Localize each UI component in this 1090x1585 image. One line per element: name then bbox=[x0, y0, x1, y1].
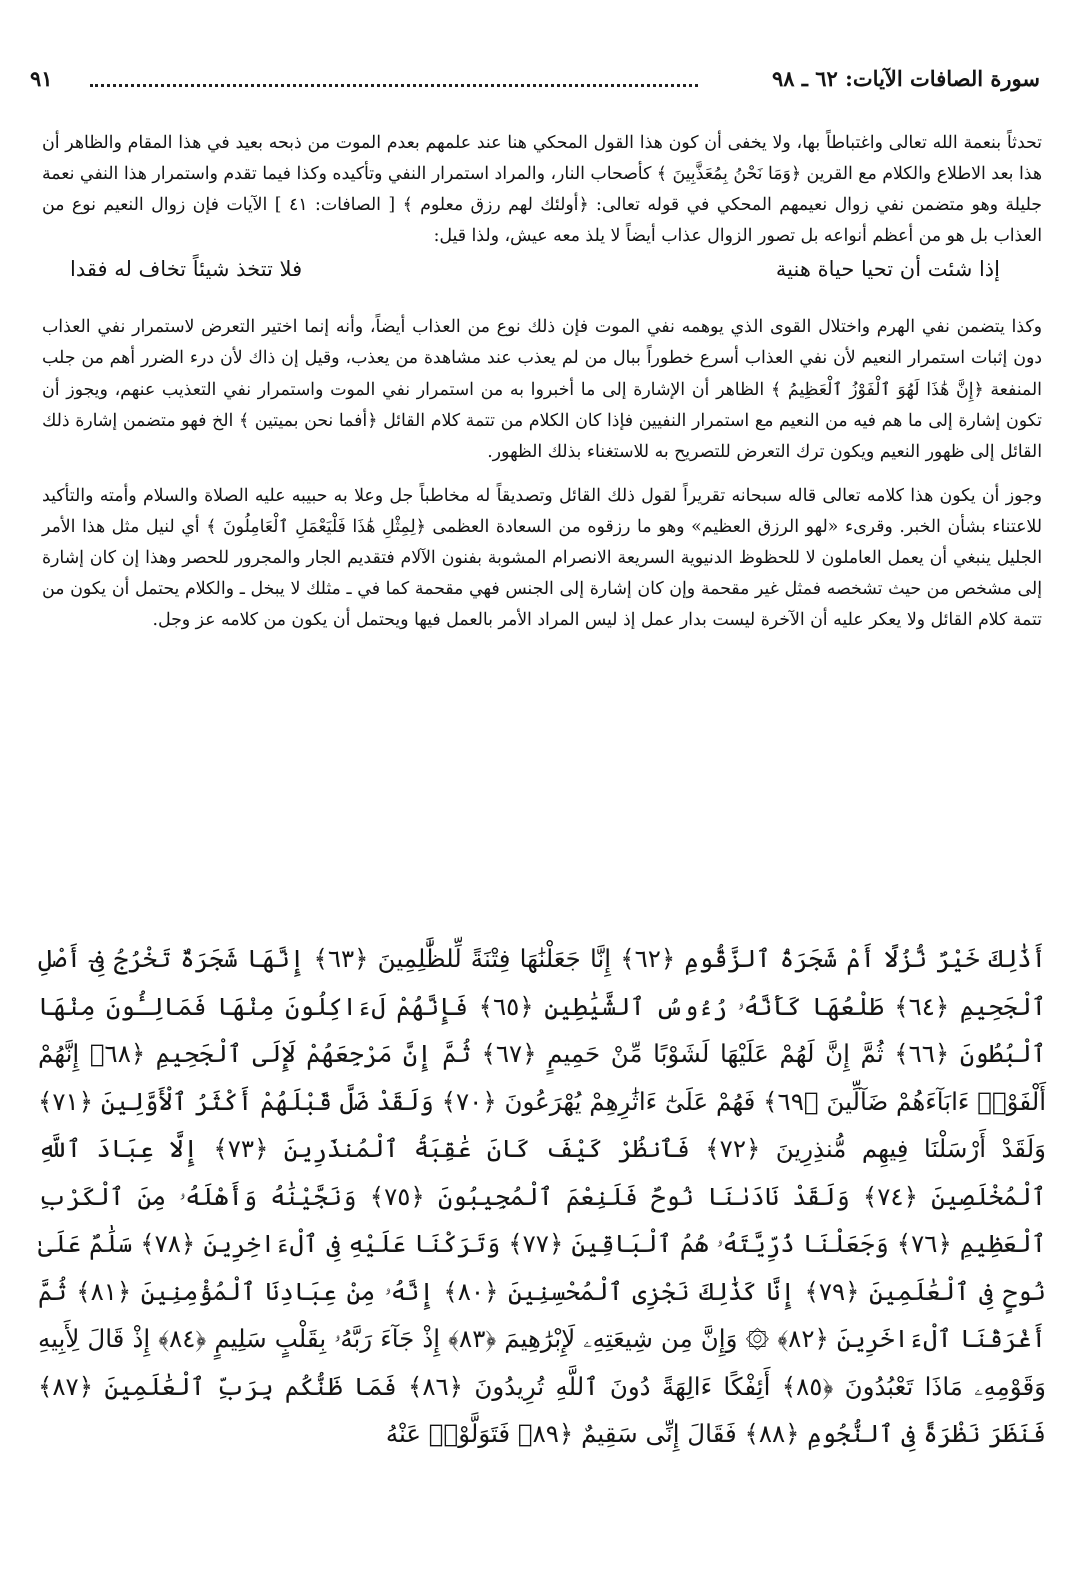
poetry-first-hemistich: إذا شئت أن تحيا حياة هنية bbox=[775, 257, 1000, 282]
commentary-paragraph-1: تحدثاً بنعمة الله تعالى واغتباطاً بها، ولا يخفى أن كون هذا القول المحكي هنا عند علمهم بعدم الموت من ذبحه بعيد في هذا المقام والظاهر أن هذا بعد الاطلاع والكلام مع القرين ﴿وَمَا نَحْنُ بِمُعَذَّبِينَ ﴾ كأصحاب النار، والمراد استمرار النفي وتأكيده وكذا فيما تقدم واستمرار هذا النفي نعمة جليلة وهو متضمن نفي زوال نعيمهم المحكي في قوله تعالى: ﴿أولئك لهم رزق معلوم ﴾ [ الصافات: ٤١ ] الآيات فإن زوال النعيم نوع من العذاب بل هو من أعظم أنواعه بل تصور الزوال عذاب أيضاً لا يلذ معه عيش، ولذا قيل: bbox=[42, 133, 1042, 247]
header-dotted-leader bbox=[90, 84, 698, 87]
page-header bbox=[30, 62, 1040, 102]
commentary-paragraph-3: وجوز أن يكون هذا كلامه تعالى قاله سبحانه تقريراً لقول ذلك القائل وتصديقاً له مخاطباً جل وعلا به حبيبه عليه الصلاة والسلام وأمته والتأكيد للاعتناء بشأن الخبر. وقرىء «لهو الرزق العظيم» وهو ما رزقوه من السعادة العظمى ﴿لِمِثْلِ هَٰذَا فَلْيَعْمَلِ ٱلْعَامِلُونَ ﴾ أي لنيل مثل هذا الأمر الجليل ينبغي أن يعمل العاملون لا للحظوظ الدنيوية السريعة الانصرام المشوبة بفنون الآلام فتقديم الجار والمجرور للحصر وهذا إن كان إشارة إلى مشخص من حيث تشخصه فمثل غير مقحمة وإن كان إشارة إلى الجنس فهي مقحمة كما في ـ مثلك لا يبخل ـ والكلام يحتمل أن يكون من تتمة كلام القائل ولا يعكر عليه أن الآخرة ليست بدار عمل إذ ليس المراد الأمر بالعمل فيها ويحتمل أن يكون من كلامه عز وجل. bbox=[42, 485, 1042, 631]
poetry-second-hemistich: فلا تتخذ شيئاً تخاف له فقدا bbox=[70, 257, 303, 282]
quran-verses-block bbox=[38, 935, 1046, 1458]
surah-title: سورة الصافات الآيات: ٦٢ ـ ٩٨ bbox=[771, 66, 1040, 91]
commentary-paragraph-2: وكذا يتضمن نفي الهرم واختلال القوى الذي يوهمه نفي الموت فإن ذلك نوع من العذاب أيضاً، وأنه إنما اختير التعرض لاستمرار نفي العذاب دون إثبات استمرار النعيم لأن نفي العذاب أسرع خطوراً ببال من لم يعذب عند مشاهدة من يعذب، وقيل إن ذاك لأن درء الضرر أهم من جلب المنفعة ﴿إِنَّ هَٰذَا لَهُوَ ٱلْفَوْزُ ٱلْعَظِيمُ ﴾ الظاهر أن الإشارة إلى ما أخبروا به من استمرار نفي الموت واستمرار نفي التعذيب عنهم، ويجوز أن تكون إشارة إلى ما هم فيه من النعيم مع استمرار النفيين فإذا كان الكلام من تتمة كلام القائل ﴿أفما نحن بميتين ﴾ الخ فهو متضمن إشارة ذلك القائل إلى ظهور النعيم ويكون ترك التعرض للتصريح به للاستغناء بذلك الظهور. bbox=[42, 317, 1042, 462]
quran-verses-text: أَذَٰلِكَ خَيْرٌ نُّزُلًا أَمْ شَجَرَةُ ٱلزَّقُّومِ ﴿٦٢﴾ إِنَّا جَعَلْنَٰهَا فِتْنَةً لِّلظَّٰلِمِينَ ﴿٦٣﴾ إِنَّهَا شَجَرَةٌ تَخْرُجُ فِىٓ أَصْلِ ٱلْجَحِيمِ ﴿٦٤﴾ طَلْعُهَا كَأَنَّهُۥ رُءُوسُ ٱلشَّيَٰطِينِ ﴿٦٥﴾ فَإِنَّهُمْ لَءَاكِلُونَ مِنْهَا فَمَالِـُٔونَ مِنْهَا ٱلْبُطُونَ ﴿٦٦﴾ ثُمَّ إِنَّ لَهُمْ عَلَيْهَا لَشَوْبًا مِّنْ حَمِيمٍ ﴿٦٧﴾ ثُمَّ إِنَّ مَرْجِعَهُمْ لَإِلَى ٱلْجَحِيمِ ﴿٦٨﴾ إِنَّهُمْ أَلْفَوْا۟ ءَابَآءَهُمْ ضَآلِّينَ ﴿٦٩﴾ فَهُمْ عَلَىٰٓ ءَاثَٰرِهِمْ يُهْرَعُونَ ﴿٧٠﴾ وَلَقَدْ ضَلَّ قَبْلَهُمْ أَكْثَرُ ٱلْأَوَّلِينَ ﴿٧١﴾ وَلَقَدْ أَرْسَلْنَا فِيهِم مُّنذِرِينَ ﴿٧٢﴾ فَٱنظُرْ كَيْفَ كَانَ عَٰقِبَةُ ٱلْمُنذَرِينَ ﴿٧٣﴾ إِلَّا عِبَادَ ٱللَّهِ ٱلْمُخْلَصِينَ ﴿٧٤﴾ وَلَقَدْ نَادَىٰنَا نُوحٌ فَلَنِعْمَ ٱلْمُجِيبُونَ ﴿٧٥﴾ وَنَجَّيْنَٰهُ وَأَهْلَهُۥ مِنَ ٱلْكَرْبِ ٱلْعَظِيمِ ﴿٧٦﴾ وَجَعَلْنَا ذُرِّيَّتَهُۥ هُمُ ٱلْبَاقِينَ ﴿٧٧﴾ وَتَرَكْنَا عَلَيْهِ فِى ٱلْءَاخِرِينَ ﴿٧٨﴾ سَلَٰمٌ عَلَىٰ نُوحٍ فِى ٱلْعَٰلَمِينَ ﴿٧٩﴾ إِنَّا كَذَٰلِكَ نَجْزِى ٱلْمُحْسِنِينَ ﴿٨٠﴾ إِنَّهُۥ مِنْ عِبَادِنَا ٱلْمُؤْمِنِينَ ﴿٨١﴾ ثُمَّ أَغْرَقْنَا ٱلْءَاخَرِينَ ﴿٨٢﴾ ۞ وَإِنَّ مِن شِيعَتِهِۦ لَإِبْرَٰهِيمَ ﴿٨٣﴾ إِذْ جَآءَ رَبَّهُۥ بِقَلْبٍ سَلِيمٍ ﴿٨٤﴾ إِذْ قَالَ لِأَبِيهِ وَقَوْمِهِۦ مَاذَا تَعْبُدُونَ ﴿٨٥﴾ أَئِفْكًا ءَالِهَةً دُونَ ٱللَّهِ تُرِيدُونَ ﴿٨٦﴾ فَمَا ظَنُّكُم بِرَبِّ ٱلْعَٰلَمِينَ ﴿٨٧﴾ فَنَظَرَ نَظْرَةً فِى ٱلنُّجُومِ ﴿٨٨﴾ فَقَالَ إِنِّى سَقِيمٌ ﴿٨٩﴾ فَتَوَلَّوْا۟ عَنْهُ bbox=[38, 944, 1047, 1448]
tafsir-commentary bbox=[42, 128, 1042, 636]
poetry-verse bbox=[42, 254, 1042, 302]
page-number: ٩١ bbox=[30, 66, 53, 91]
